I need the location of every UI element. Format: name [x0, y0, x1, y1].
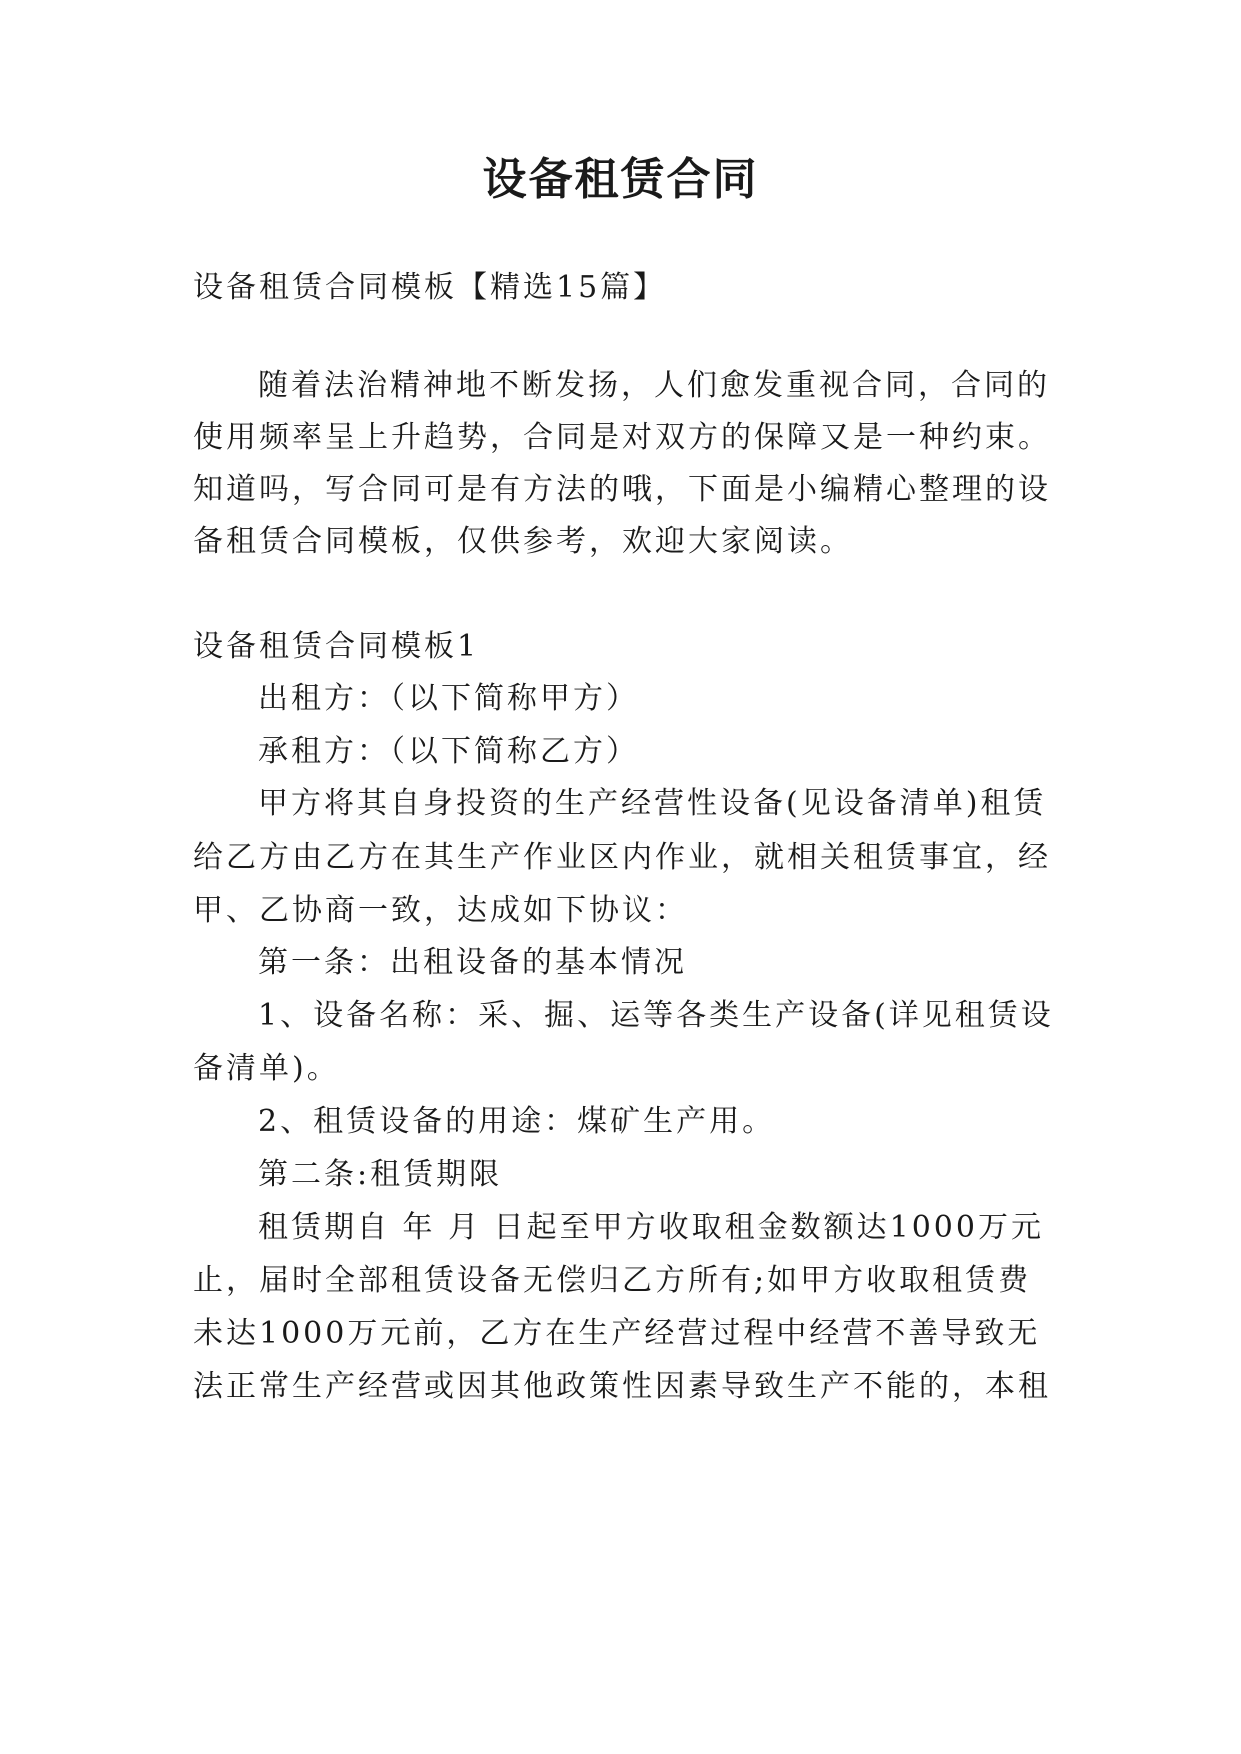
article1-heading: 第一条：出租设备的基本情况 — [258, 945, 687, 980]
item1-line: 备清单)。 — [193, 1051, 340, 1086]
lessor-line: 出租方：（以下简称甲方） — [258, 681, 639, 716]
intro-line: 知道吗，写合同可是有方法的哦，下面是小编精心整理的设 — [193, 472, 1051, 507]
term-line: 未达1000万元前，乙方在生产经营过程中经营不善导致无 — [193, 1316, 1041, 1351]
intro-line: 备租赁合同模板，仅供参考，欢迎大家阅读。 — [193, 524, 853, 559]
item1-line: 1、设备名称：采、掘、运等各类生产设备(详见租赁设 — [258, 998, 1054, 1033]
document-title: 设备租赁合同 — [482, 154, 759, 205]
preamble-line: 甲、乙协商一致，达成如下协议： — [193, 893, 688, 928]
preamble-line: 给乙方由乙方在其生产作业区内作业，就相关租赁事宜，经 — [193, 840, 1051, 875]
term-line: 止，届时全部租赁设备无偿归乙方所有;如甲方收取租赁费 — [193, 1263, 1032, 1298]
document-subtitle: 设备租赁合同模板【精选15篇】 — [193, 270, 667, 305]
preamble-line: 甲方将其自身投资的生产经营性设备(见设备清单)租赁 — [258, 786, 1047, 821]
term-line: 租赁期自 年 月 日起至甲方收取租金数额达1000万元 — [258, 1210, 1044, 1245]
intro-line: 使用频率呈上升趋势，合同是对双方的保障又是一种约束。 — [193, 420, 1051, 455]
term-line: 法正常生产经营或因其他政策性因素导致生产不能的，本租 — [193, 1369, 1051, 1404]
intro-line: 随着法治精神地不断发扬，人们愈发重视合同，合同的 — [258, 368, 1050, 403]
article2-heading: 第二条:租赁期限 — [258, 1157, 503, 1192]
section-heading: 设备租赁合同模板1 — [193, 629, 480, 664]
lessee-line: 承租方：（以下简称乙方） — [258, 734, 639, 769]
item2-line: 2、租赁设备的用途：煤矿生产用。 — [258, 1104, 776, 1139]
